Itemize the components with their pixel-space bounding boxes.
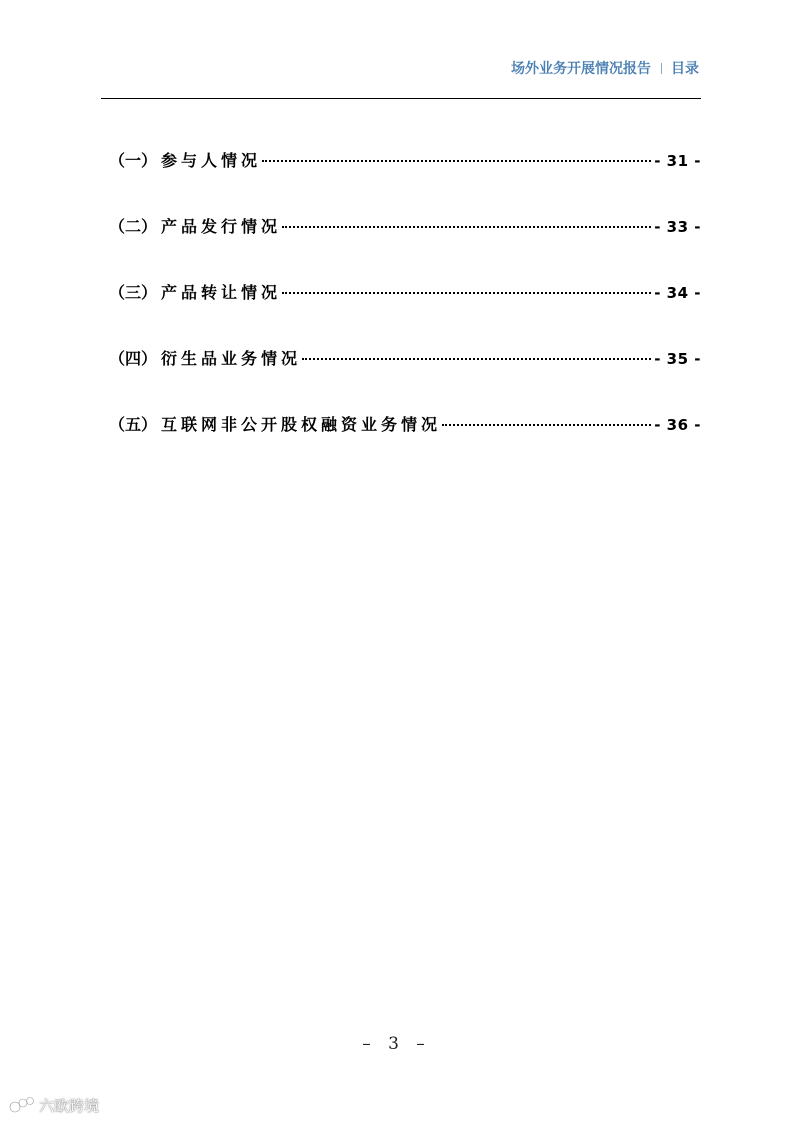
watermark-text: 六欧跨境 <box>39 1096 100 1115</box>
toc-entry-title: 产品转让情况 <box>161 283 282 302</box>
toc-entry-number: （三） <box>109 283 158 302</box>
report-title: 场外业务开展情况报告 <box>511 61 651 77</box>
toc-entry-3[interactable] <box>109 280 701 313</box>
toc-entry-page: - 31 - <box>654 152 701 170</box>
watermark <box>8 1094 99 1116</box>
dot-leader <box>302 358 651 360</box>
toc-entry-number: （五） <box>109 415 158 434</box>
section-title: 目录 <box>671 61 699 77</box>
toc-entry-page: - 36 - <box>654 416 701 434</box>
dot-leader <box>282 226 651 228</box>
dot-leader <box>442 424 651 426</box>
toc-entry-title: 产品发行情况 <box>161 217 282 236</box>
toc-entry-page: - 35 - <box>654 350 701 368</box>
dot-leader <box>262 160 651 162</box>
toc-entry-page: - 33 - <box>654 218 701 236</box>
toc-entry-number: （一） <box>109 151 158 170</box>
dot-leader <box>282 292 651 294</box>
toc-entry-page: - 34 - <box>654 284 701 302</box>
toc-entry-2[interactable] <box>109 214 701 247</box>
running-header <box>511 58 699 78</box>
toc-entry-4[interactable] <box>109 346 701 379</box>
toc-entry-title: 互联网非公开股权融资业务情况 <box>161 415 442 434</box>
toc-entry-number: （四） <box>109 349 158 368</box>
watermark-logo-icon <box>8 1094 36 1116</box>
page-number: – 3 – <box>362 1034 431 1054</box>
toc-entry-number: （二） <box>109 217 158 236</box>
toc-entry-title: 衍生品业务情况 <box>161 349 302 368</box>
toc-entry-1[interactable] <box>109 148 701 181</box>
header-rule <box>101 98 701 99</box>
table-of-contents <box>109 148 701 478</box>
toc-entry-title: 参与人情况 <box>161 151 262 170</box>
toc-entry-5[interactable] <box>109 412 701 445</box>
header-separator <box>661 63 662 74</box>
